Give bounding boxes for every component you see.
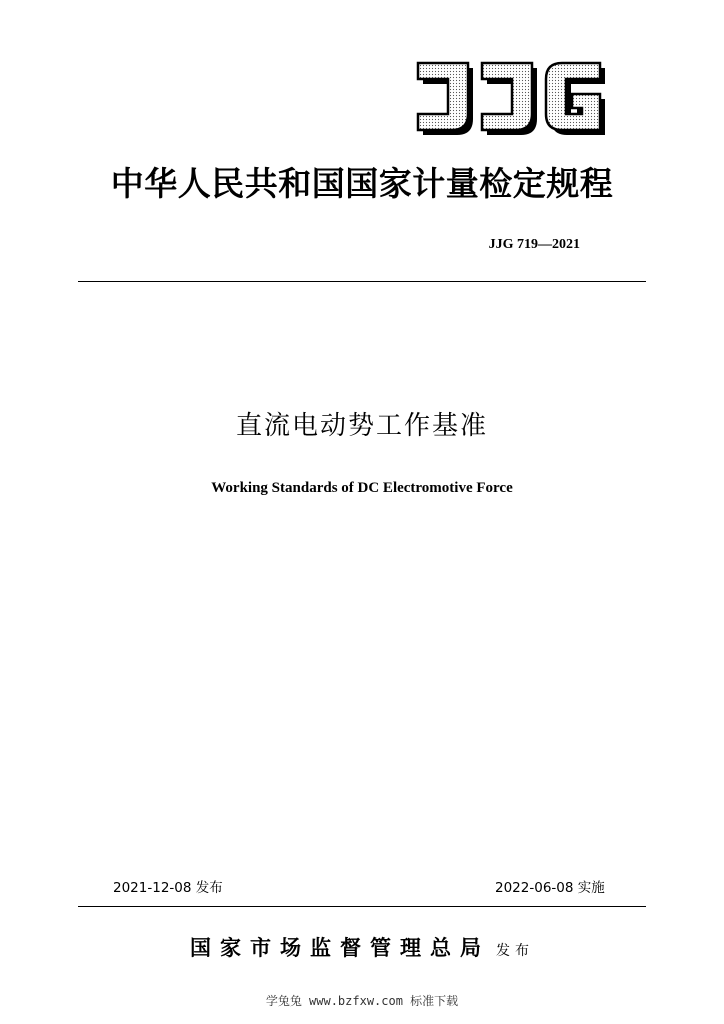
publisher-name: 国家市场监督管理总局	[190, 935, 490, 960]
publisher-line	[0, 932, 724, 967]
doc-title: 直流电动势工作基准	[235, 411, 488, 441]
top-divider	[78, 281, 646, 282]
org-title: 中华人民共和国国家计量检定规程	[110, 164, 614, 203]
issue-date: 2021-12-08 发布	[113, 880, 223, 896]
publisher-action: 发布	[496, 943, 534, 959]
doc-number: JJG 719—2021	[488, 237, 580, 252]
effective-date: 2022-06-08 实施	[495, 880, 605, 896]
jjg-logo	[410, 58, 610, 138]
watermark-text: 学兔兔 www.bzfxw.com 标准下载	[265, 994, 459, 1008]
bottom-divider	[78, 906, 646, 907]
doc-subtitle: Working Standards of DC Electromotive Force	[211, 480, 513, 496]
